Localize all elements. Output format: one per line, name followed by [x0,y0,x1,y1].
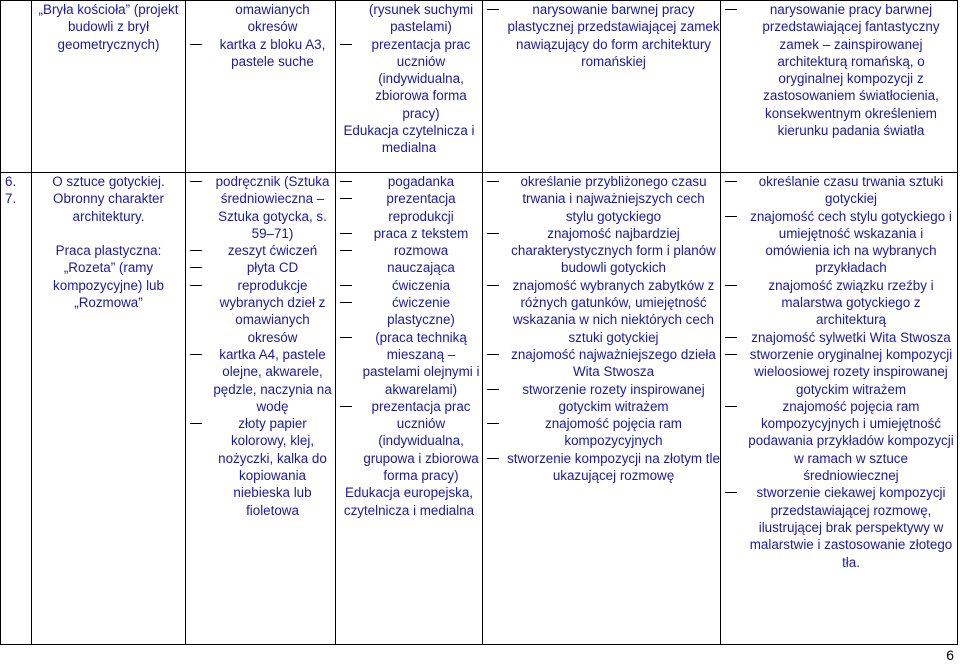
education-path: Edukacja czytelnicza i medialna [343,123,475,156]
list-item: kartka A4, pastele olejne, akwarele, pędzle, naczynia na wodę [186,346,335,415]
lesson-number-cell: 6. 7. [1,173,32,645]
list-item: narysowanie pracy barwnej przedstawiającej fantastyczny zamek – zainspirowanej architekturą romańską, o oryginalnej kompozycji z zastosowaniem światłocienia, konsekwentnym określeniem kierunku padania światła [721,1,957,139]
list-item: (praca techniką mieszaną – pastelami olejnymi i akwarelami) [336,329,482,398]
list-item: znajomość sylwetki Wita Stwosza [721,329,957,346]
topic-cell: „Bryła kościoła” (projekt budowli z brył geometrycznych) [32,1,186,173]
basic-requirements-cell [483,173,721,645]
list-item: prezentacja reprodukcji [336,190,482,225]
advanced-requirements-cell [721,173,958,645]
list-item: stworzenie rozety inspirowanej gotyckim witrażem [483,381,720,416]
list-item: znajomość cech stylu gotyckiego i umiejętność wskazania i omówienia ich na wybranych przykładach [721,208,957,277]
education-path: Edukacja europejska, czytelnicza i medialna [343,485,475,518]
list-item: stworzenie ciekawej kompozycji przedstawiającej rozmowę, ilustrującej brak perspektywy w malarstwie i zastosowanie złotego tła. [721,484,957,570]
topic-cell: O sztuce gotyckiej. Obronny charakter architektury. Praca plastyczna: „Rozeta” (ramy kompozycyjne) lub „Rozmowa” [32,173,186,645]
list-item: znajomość najbardziej charakterystycznych form i planów budowli gotyckich [483,225,720,277]
list-item: znajomość najważniejszego dzieła Wita Stwosza [483,346,720,381]
list-item: podręcznik (Sztuka średniowieczna – Sztuka gotycka, s. 59–71) [186,173,335,242]
list-item: znajomość związku rzeźby i malarstwa gotyckiego z architekturą [721,277,957,329]
list-item: znajomość pojęcia ram kompozycyjnych i umiejętność podawania przykładów kompozycji w ramach w sztuce średniowiecznej [721,398,957,484]
list-item: pogadanka [336,173,482,190]
list-item: określanie przybliżonego czasu trwania i najważniejszych cech stylu gotyckiego [483,173,720,225]
list-item: praca z tekstem [336,225,482,242]
page-number: 6 [946,647,954,663]
list-item: reprodukcje wybranych dzieł z omawianych okresów [186,277,335,346]
list-item: znajomość pojęcia ram kompozycyjnych [483,415,720,450]
list-item: rozmowa nauczająca [336,242,482,277]
materials-intro: omawianych okresów [235,2,310,35]
list-item: ćwiczenia [336,277,482,294]
methods-cell [336,1,483,173]
list-item: prezentacja prac uczniów (indywidualna, grupowa i zbiorowa forma pracy) [336,398,482,484]
methods-cell [336,173,483,645]
list-item: stworzenie oryginalnej kompozycji wieloosiowej rozety inspirowanej gotyckim witrażem [721,346,957,398]
list-item: znajomość wybranych zabytków z różnych gatunków, umiejętność wskazania w nich niektórych cech sztuki gotyckiej [483,277,720,346]
list-item: narysowanie barwnej pracy plastycznej przedstawiającej zamek nawiązujący do form architektury romańskiej [483,1,720,70]
materials-cell [186,173,336,645]
list-item: określanie czasu trwania sztuki gotyckiej [721,173,957,208]
list-item: zeszyt ćwiczeń [186,242,335,259]
basic-requirements-cell [483,1,721,173]
methods-intro: (rysunek suchymi pastelami) [368,2,474,35]
list-item: ćwiczenie plastyczne) [336,294,482,329]
list-item: kartka z bloku A3, pastele suche [186,36,335,71]
materials-cell [186,1,336,173]
list-item: stworzenie kompozycji na złotym tle ukazującej rozmowę [483,450,720,485]
table-row [1,173,958,645]
list-item: prezentacja prac uczniów (indywidualna, zbiorowa forma pracy) [336,36,482,122]
list-item: płyta CD [186,259,335,276]
table-row [1,1,958,173]
lesson-number-cell [1,1,32,173]
advanced-requirements-cell [721,1,958,173]
list-item: złoty papier kolorowy, klej, nożyczki, kalka do kopiowania niebieska lub fioletowa [186,415,335,519]
